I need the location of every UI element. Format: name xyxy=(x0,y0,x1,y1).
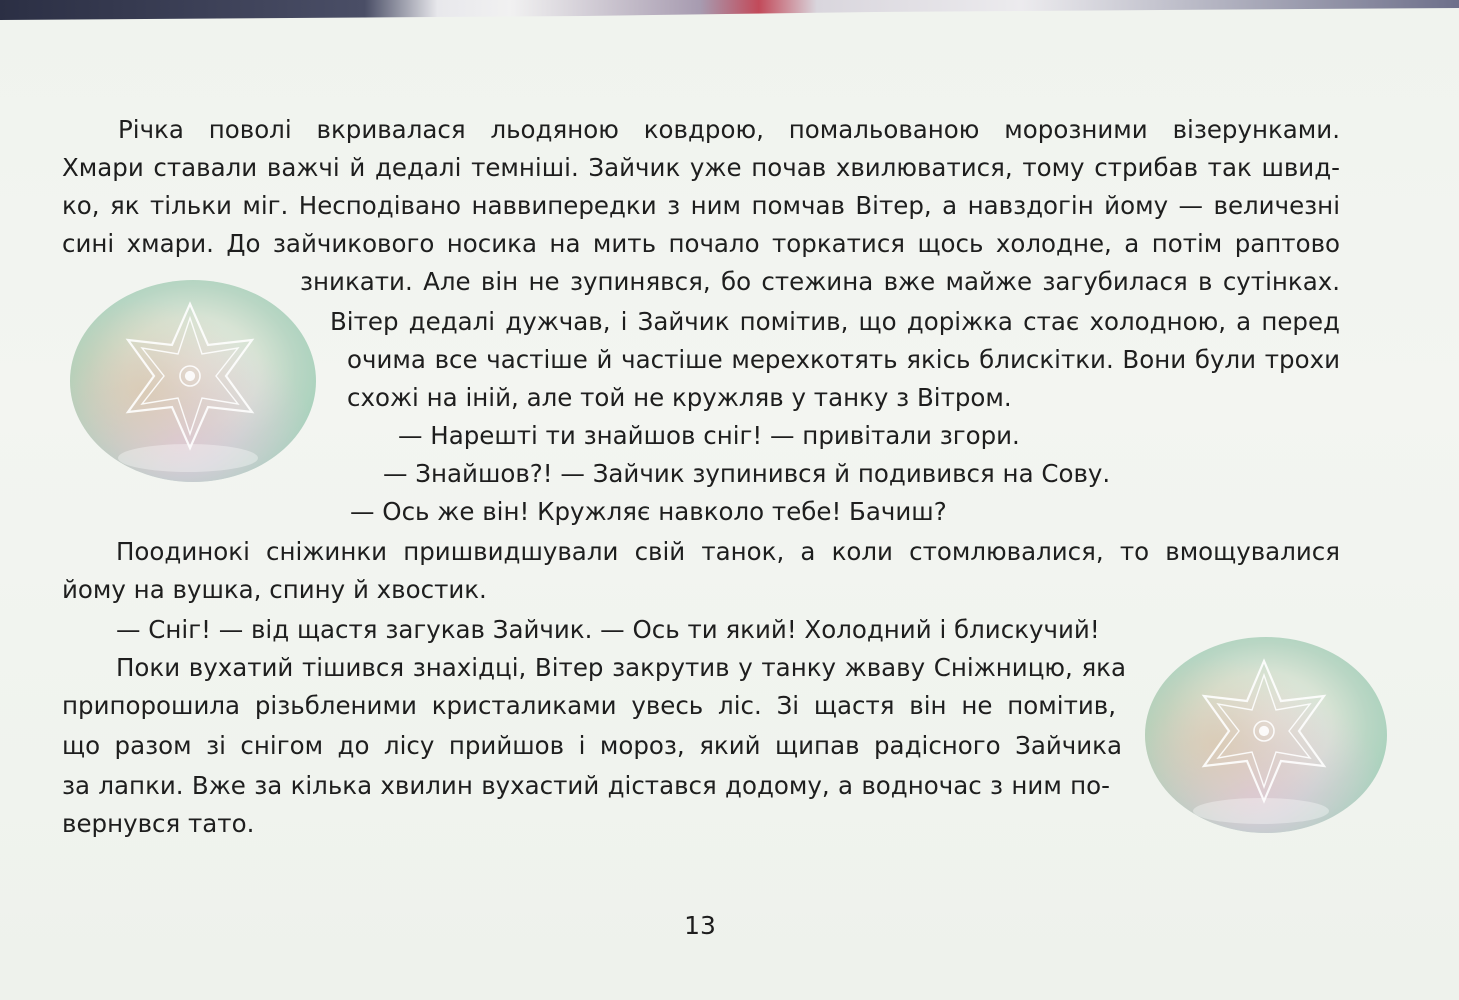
dialogue-line: — Ось же він! Кружляє навколо тебе! Бачиш? xyxy=(350,497,947,526)
text-line: зникати. Але він не зупинявся, бо стежина вже майже загубилася в сутінках. xyxy=(300,267,1340,296)
text-line: вернувся тато. xyxy=(62,809,255,838)
dialogue-line: — Знайшов?! — Зайчик зупинився й подивився на Сову. xyxy=(383,459,1111,488)
text-line: що разом зі снігом до лісу прийшов і мороз, який щипав радісного Зайчика xyxy=(62,731,1122,760)
page-number: 13 xyxy=(684,911,716,940)
text-line: схожі на іній, але той не кружляв у танку з Вітром. xyxy=(347,383,1012,412)
dialogue-line: — Нарешті ти знайшов сніг! — привітали згори. xyxy=(398,421,1020,450)
snowflake-illustration-right xyxy=(1143,635,1389,835)
dialogue-line: — Сніг! — від щастя загукав Зайчик. — Ось ти який! Холодний і блискучий! xyxy=(116,615,1100,644)
text-line: Поодинокі сніжинки пришвидшували свій танок, а коли стомлювалися, то вмощувалися xyxy=(116,537,1340,566)
text-line: Хмари ставали важчі й дедалі темніші. Зайчик уже почав хвилюватися, тому стрибав так швид- xyxy=(62,153,1340,182)
text-line: за лапки. Вже за кілька хвилин вухастий дістався додому, а водночас з ним по- xyxy=(62,771,1110,800)
text-line: Поки вухатий тішився знахідці, Вітер закрутив у танку жваву Сніжницю, яка xyxy=(116,653,1126,682)
snowflake-illustration-left xyxy=(68,278,318,484)
text-line: йому на вушка, спину й хвостик. xyxy=(62,575,487,604)
text-line: Річка поволі вкривалася льодяною ковдрою, помальованою морозними візерунками. xyxy=(118,115,1340,144)
text-line: припорошила різьбленими кристаликами увесь ліс. Зі щастя він не помітив, xyxy=(62,691,1116,720)
text-line: очима все частіше й частіше мерехкотять якісь блискітки. Вони були трохи xyxy=(347,345,1340,374)
text-line: сині хмари. До зайчикового носика на мить почало торкатися щось холодне, а потім раптово xyxy=(62,229,1340,258)
text-line: ко, як тільки міг. Несподівано наввипередки з ним помчав Вітер, а навздогін йому — величезні xyxy=(62,191,1340,220)
cover-edge xyxy=(0,0,1459,20)
text-line: Вітер дедалі дужчав, і Зайчик помітив, що доріжка стає холодною, а перед xyxy=(330,307,1340,336)
